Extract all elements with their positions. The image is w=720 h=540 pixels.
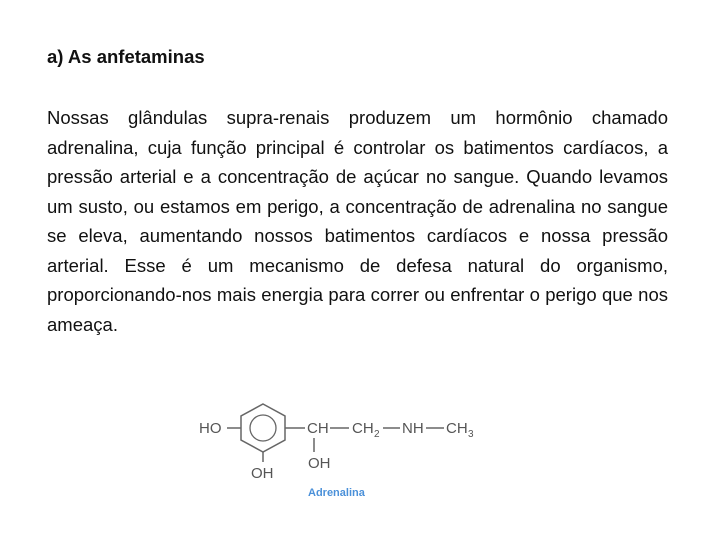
ch3-subscript: 3 [468, 429, 474, 440]
ch2-subscript: 2 [374, 429, 380, 440]
ho-label: HO [199, 420, 222, 437]
ch3-label: CH [446, 420, 468, 437]
aromatic-circle [250, 415, 276, 441]
oh-side-label: OH [308, 455, 331, 472]
body-paragraph: Nossas glândulas supra-renais produzem um hormônio chamado adrenalina, cuja função principal é controlar os batimentos cardíacos, a pressão arterial e a concentração de açúcar no sangue. Quando levamos um susto, ou estamos em perigo, a concentração de adrenalina no sangue se eleva, aumentando nossos batimentos cardíacos e nossa pressão arterial. Esse é um mecanismo de defesa natural do organismo, proporcionando-nos mais energia para correr ou enfrentar o perigo que nos ameaça. [47, 107, 668, 335]
section-heading: a) As anfetaminas [47, 46, 205, 67]
ch2-label: CH [352, 420, 374, 437]
structure-caption: Adrenalina [308, 487, 365, 499]
adrenaline-structure [195, 388, 485, 508]
ch-label: CH [307, 420, 329, 437]
benzene-ring [241, 404, 285, 452]
adrenaline-structure-diagram [195, 388, 485, 508]
oh-bottom-label: OH [251, 465, 274, 482]
nh-label: NH [402, 420, 424, 437]
